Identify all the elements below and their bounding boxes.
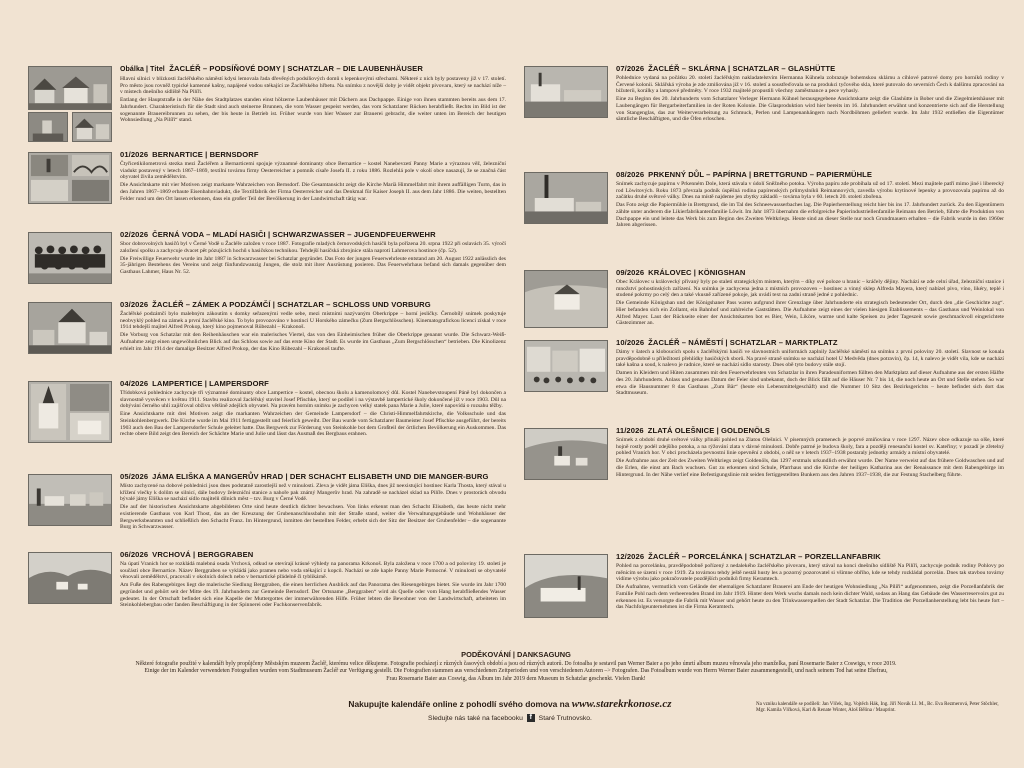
credits-title: PODĚKOVÁNÍ | DANKSAGUNG — [461, 650, 571, 659]
entry-title: ŽACLÉŘ – NÁMĚSTÍ | SCHATZLAR – MARKTPLATZ — [648, 338, 838, 347]
photo-lampertice — [28, 381, 112, 443]
photo-glass-works — [524, 66, 608, 118]
entry-number: 01/2026 — [120, 150, 149, 159]
entry-text-de: Das Foto zeigt die Papiermühle in Brettgrund, die im Tal des Schneewassserbaches lag. Die Papierherstellung reicht hier bis ins 17. Jahrhundert zurück. Zu den Eigentümern zählte unter anderem die Likierfabrikantenfamilie Löwit. Im Jahr 1873 übernahm die erfolgreiche Papierindustriellenfamilie Reimann den Betrieb, führte die Produktion von Dachpappe ein und leitete das Werk bis zum Beginn des Zweiten Weltkriegs. Heute sind an dieser Stelle nur noch Grundmauern erhalten – die Fabrik wurde in den 1960er Jahren abgerissen. — [616, 202, 1004, 229]
entry-text-de: Damen in Kleidern und Hüten zusammen mit den Feuerwehrleuten von Schatzlar in ihren Paradeuniformen füllten den Marktplatz auf dieser Aufnahme aus der ersten Hälfte des 20. Jahrhunderts. Anlass und genaues Datum der Feier sind unbekannt, doch der Blick fällt auf die Häuser Nr. 7 bis 14, die noch heute an Ort und Stelle stehen. So war etwa die Hausnummer 8 das Gasthaus „Zum Bär“ (heute ein Lebensmittelgeschäft) und die Nummer 10 Sitz des Bezirksgerichts – heute befindet sich dort das Stadtmuseum. — [616, 370, 1004, 397]
entry-text-de: Die Freiwillige Feuerwehr wurde im Jahr 1887 in Schwarzwasser bei Schatzlar gegründet. Das Foto der jungen Feuerwehrleute entstand am 20. August 1922 anlässlich des 35-jährigen Bestehens des Vereins und zeigt fünfundzwanzig Jungen, die stolz mit ihrer Ausrüstung posieren. Das Feuerwehrhaus befand sich damals gegenüber dem Gasthaus Lahmer, Haus Nr. 52. — [120, 255, 506, 275]
entry-title: ČERNÁ VODA – MLADÍ HASIČI | SCHWARZWASSER – JUGENDFEUERWEHR — [152, 230, 436, 239]
entry-text-cz: Žacléřské podzámčí bylo malebným zákoutím s domky seřazenými vedle sebe, mezi místními nazývaným Oberkrippe – horní jesličky. Černobílý snímek poskytuje neobvyklý pohled na zámek a první žacléřské kino. To bylo provozováno v hostinci U Horského zámečku (Zum Bergschlösschen). Kinematografickou licenci získal v roce 1914 tehdejší majitel Alfred Prokop, který kino pojmenoval Rübezahl – Krakonoš. — [120, 311, 506, 331]
entry-04 — [28, 379, 506, 471]
entry-text-de: Entlang der Hauptstraße in der Nähe des Stadtplatzes standen einst hölzerne Laubenhäuser mit Dächern aus Dachpappe. Einige von ihnen stammten bereits aus dem 17. Jahrhundert. Charakteristisch für die Stadt sind auch steinerne Brunnen, die vom Wasser gespeist werden, das vom Schatzlarer Rücken herabfließt. Rechts im Bild ist der sogenannte Brauereibrunnen zu sehen, der bis heute in Betrieb ist. Früher wurde von hier Wasser zur Brauerei gebracht, die weiter unten im Bereich der heutigen Wohnsiedlung „Na Pilíři“ stand. — [120, 97, 506, 124]
entry-text-cz: Třídobková pohlednice zachycuje tři významné dominanty obce Lampertice – kostel, obecnou školu a kamenolomový důl. Kostel Nanebevstoupení Páně byl dokončen a slavnostně vysvěcen v květnu 1911. Stavbu realizoval žacléřský stavitel Josef Pfischke, který se podílel i na výstavbě lampertické školy dokončené již v roce 1903. Důl na dobývání černého uhlí zajišťoval obživu většině zdejších obyvatel. Na pravém horním snímku je zachycen velký statek pana Marie a Julie, které napovídá o rozsahu těžby. — [120, 390, 506, 410]
entry-title: LAMPERTICE | LAMPERSDORF — [152, 379, 269, 388]
entry-text-cz: Hlavní silnici v blízkosti žacléřského náměstí kdysi lemovala řada dřevěných podsíňových domů s lepenkovými střechami. Některé z nich byly postaveny již v 17. století. Pro město jsou rovněž typické kamenné kašny, napájené vodou stékající ze Žacléřského hřbetu. Na snímku z novější doby je vidět objekt pivovaru, který se nachází níže – v místech dnešního sídliště Na Pilíři. — [120, 76, 506, 96]
entry-text-de: Die auf der historischen Ansichtskarte abgebildeten Orte sind heute deutlich dichter bewachsen. Von links erkennt man den Schacht Elisabeth, das heute nicht mehr existierende Gasthaus von Karl Thost, das an der Kreuzung der Grubenanschlussbahn mit der Straße stand, weiter die Verwaltungsgebäude und Wohnhäuser der Bergwerksbeamten und schließlich den Schacht Franz. Im Hintergrund, inmitten der bestellten Felder, erhebt sich der Sitz der Besitzer der Grubenfelder – die sogenannte Burg in Schwarzwasser. — [120, 504, 506, 531]
shop-url-link[interactable]: www.starekrkonose.cz — [571, 698, 672, 710]
entry-text-cz: Pohlednice vydaná na počátku 20. století žacléřským nakladatelstvím Hermanna Kühnela zobrazuje bohemskou sklárnu a cihlové patrové domy pro horníků rodiny v Červené kolonii. Sklářská výroba je zde zmiňována již v 16. století a soustřeďovala se na produkci tyčového skla, které putovalo do severních Čech k dalšímu zpracování na bižuterii, korálky a lampové předměty. V roce 1932 majitelé propustili všechny zaměstnance a pece vyhasly. — [616, 75, 1004, 95]
photo-laubenhaeuser — [28, 66, 112, 110]
entry-title: ŽACLÉŘ – PORCELÁNKA | SCHATZLAR – PORZELLANFABRIK — [648, 552, 881, 561]
photo-town-street — [72, 112, 112, 142]
entry-text-cz: Snímek z období druhé světové války přináší pohled na Zlatou Olešnici. V písemných pramenech je poprvé zmiňována v roce 1297. Název obce odkazuje na olše, které hojně rostly podél zdejšího potoka, a na rýžování zlata v dávné minulosti. Dobře patrné je budova školy, fara a později renesanční kostel sv. Kateřiny; v pozadí je zřetelný pohled Vraních hor. V obci procházela pevnostní linie opevnění z období, o něž se v letech 1937–1938 postaraly jednotky armády a místní obyvatelé. — [616, 437, 1004, 457]
entry-number: 12/2026 — [616, 552, 645, 561]
photo-bernartice — [28, 152, 112, 204]
entry-text-de: Eine Ansichtskarte mit drei Motiven zeigt die markanten Wahrzeichen der Gemeinde Lampersdorf – die Christi-Himmelfahrtskirche, die Volksschule und das Steinkohlenbergwerk. Die Kirche wurde im Mai 1911 fertiggestellt und feierlich geweiht. Der Bau wurde vom Schatzlarer Baumeister Josef Pfischke ausgeführt, der bereits 1903 auch den Bau der Lampersdorfer Schule geleitet hatte. Das Bergwerk zur Förderung von Steinkohle bot dem Großteil der örtlichen Bevölkerung ein Auskommen. Das rechte obere Bild zeigt den Bereich der Schächte Marie und Julie und lässt das Ausmaß des Bergbaus erahnen. — [120, 411, 506, 438]
entry-cover — [28, 64, 506, 148]
entry-number: 02/2026 — [120, 230, 149, 239]
legend-label: Obálka | Titel — [120, 66, 165, 73]
entry-title: ŽACLÉŘ – SKLÁRNA | SCHATZLAR – GLASHÜTTE — [648, 64, 836, 73]
authors-credit: Na vzniku kalendáře se podíleli: Jan Vlček, Ing. Vojtěch Hák, Ing. Jiří Novák Ll. M., Bc. Eva Rezmerová, Peter Stöchler, Mgr. Kamila Vlčková, Karl & Renate Winter, Aloš Bělina / Mauprint. — [756, 702, 999, 713]
entry-text-de: Die Aufnahme, vermutlich vom Gelände der ehemaligen Schatzlarer Brauerei am Ende der heutigen Wohnsiedlung „Na Pilíři“ aufgenommen, zeigt die Porzellanfabrik der Familie Pohl nach dem verheerenden Brand im Jahr 1919. Hinter dem Werk wuchs damals noch kein dichter Wald, sodass an Hang das Gebäude des Wasserreservoirs gut zu erkennen ist. Es versorgte die Fabrik mit Wasser und gehört heute zu den Trinkwasserquellen der Stadt Schatzlar. Die Tradition der Porzellanherstellung lebt bis heute fort – das Nachfolgeunternehmen ist die Firma Keramtech. — [616, 584, 1004, 611]
entry-10 — [524, 338, 1004, 420]
shop-section — [300, 698, 720, 722]
entry-title: PRKENNÝ DŮL – PAPÍRNA | BRETTGRUND – PAPIERMÜHLE — [648, 170, 873, 179]
entry-number: 07/2026 — [616, 64, 645, 73]
shop-text: Nakupujte kalendáře online z pohodlí svého domova na — [348, 699, 570, 709]
entry-number: 08/2026 — [616, 170, 645, 179]
photo-firefighters — [28, 232, 112, 284]
entry-number: 06/2026 — [120, 550, 149, 559]
entry-text-de: Die Aufnahme aus der Zeit des Zweiten Weltkriegs zeigt Goldenöls, das 1297 erstmals urkundlich erwähnt wurde. Der Name verweist auf das frühere Goldwaschen und auf die Erlen, die einst am Bach wuchsen. Gut zu erkennen sind Schule, Pfarrhaus und die Kirche der heiligen Katharina aus der Renaissance mit dem Rabengebirge im Hintergrund. In der Nähe verlief eine Befestigungslinie mit seiden fertiggestellten Bunkern aus den Jahren 1937–1938, die zur Festung Stachelberg führte. — [616, 458, 1004, 478]
entry-text-cz: Snímek zachycuje papírnu v Prkenném Dole, která stávala v údolí Sněžného potoka. Výroba papíru zde probíhala už od 17. století. Mezi majitele patří mimo jiné i liberecký rod Löwitových. Roku 1873 převzala podnik úspěšná rodina papírenských průmyslníků Reimannových, zavedla výrobu krytinové lepenky a provozovala papírnu až do začátku druhé světové války. Dnes na místě najdeme jen zbytky základů – továrna byla v 60. letech 20. století zbořena. — [616, 181, 1004, 201]
entry-text-cz: Místo zachycené na dobové pohlednici jsou dnes podstatně zarostlejší než v minulosti. Zleva je vidět jáma Eliška, dnes již neexistující hostinec Karla Thosta, který stával u křížení vlečky k dolům se silnicí, dále budovy železniční stanice a nahoře pak známý Mangerův hrad. Na zahradě se nacházel sklad na Pilíře. Dnes v prostorách obvodu bývalé jámy Eliška se nachází sídlo majitelů dílních měst – tzv. Burg v Černé Vodě. — [120, 483, 506, 503]
entry-text-de: Am Fuße des Rabengebirges liegt die malerische Siedlung Berggraben, die einen herrlichen Ausblick auf das Panorama des Riesengebirges bietet. Sie wurde im Jahr 1700 gegründet und gehört seit der Mitte des 19. Jahrhunderts zur Gemeinde Bernsdorf. Der Ortsname „Berggraben“ wird als Quelle oder vom Hang herabfließendes Wasser gedeutet. In der Ortschaft befindet sich eine Kapelle der Muttergottes der immerwährenden Hilfe. Früher lebten die Bewohner von der Landwirtschaft, arbeiteten im Steinkohlebergbau oder fanden Beschäftigung in der Spinnerei oder Fuchkonservenfabrik. — [120, 582, 506, 609]
shop-line — [300, 698, 720, 710]
entry-number: 09/2026 — [616, 268, 645, 277]
entry-title: ZLATÁ OLEŠNICE | GOLDENÖLS — [647, 426, 771, 435]
entry-number: 11/2026 — [616, 426, 644, 435]
photo-paper-mill — [524, 172, 608, 224]
entry-text-cz: Pohled na porcelánku, pravděpodobně pořízený z nedalekého žacléřského pivovaru, který stával na konci dnešního sídliště Na Pilíři, zachycuje podnik rodiny Pohlovy po měnícím se území v roce 1919. Za továrnou tehdy ještě nestál husty les a pozorný pozorovatel si všimne obřího, kde se tehdy rozkládal porcelán. Dnes tak stavbou továrny vidíme výrobu jako pokračovatele pozdějších podniků firmy Keramtech. — [616, 563, 1004, 583]
entry-text-de: Die Gemeinde Königshan und der Königshaner Pass waren aufgrund ihrer Grenzlage über Jahrhunderte ein strategisch bedeutender Ort, durch den „die Geschichte zog“. Hier befanden sich ein Zollamt, ein Bahnhof und zahlreiche Gaststätten. Die Aufnahme zeigt eines der vielen hiesigen Etablissements – das Gasthaus und Weinlokal von Alfred Mayer. Laut der Rückseite einer der Ansichtskarten bot es Bier, Wein, Liköre, warme und kalte Speisen zu jeder Tageszeit sowie geschmackvoll eingerichtete Gästezimmer an. — [616, 300, 1004, 327]
entry-title: KRÁLOVEC | KÖNIGSHAN — [648, 268, 746, 277]
entry-02 — [28, 230, 506, 308]
entry-number: 05/2026 — [120, 472, 149, 481]
entry-text-de: Die Vorburg von Schatzlar mit den Reihenhäuschen war ein malerisches Viertel, das von den Einheimischen früher die Oberkrippe genannt wurde. Die Schwarz-Weiß-Aufnahme zeigt einen ungewöhnlichen Blick auf das Schloss sowie auf das erste Kino der Stadt. Es wurde im Gasthaus „Zum Bergschlösschen“ betrieben. Die Kinolizenz erhielt im Jahr 1914 der damalige Besitzer Alfred Prokop, der das Kino Rübezahl – Krakonoš taufte. — [120, 332, 506, 352]
entry-05 — [28, 472, 506, 552]
entry-03 — [28, 300, 506, 384]
facebook-text: Sledujte nás také na facebooku — [428, 714, 523, 722]
entry-text-de: Eine zu Beginn des 20. Jahrhunderts vom Schatzlarer Verleger Hermann Kühnel herausgegebene Ansichtskarte zeigt die Glashütte in Bober und die Ziegelmietshäuser mit Laubengängen für Bergarbeiterfamilien in der Roten Kolonie. Die Glasproduktion wird hier bereits im 16. Jahrhundert erwähnt und konzentrierte sich auf die Herstellung von Stangenglas, das zur Weiterverarbeitung zu Schmuck, Perlen und Lampenanhängern nach Nordböhmen geliefert wurde. Im Jahr 1932 entließen die Eigentümer sämtliche Beschäftigten, und die Öfen erloschen. — [616, 96, 1004, 123]
credits-text-de-2: Frau Rosemarie Baier aus Coswig, das Album im Jahr 2019 dem Museum in Schatzlar geschenkt. Vielen Dank! — [386, 675, 646, 682]
entry-title: BERNARTICE | BERNSDORF — [152, 150, 259, 159]
photo-porcelain-factory — [524, 554, 608, 618]
credits-section — [28, 650, 1004, 683]
entry-number: 04/2026 — [120, 379, 149, 388]
entry-number: 03/2026 — [120, 300, 149, 309]
entry-text-de: Die Ansichtskarte mit vier Motiven zeigt markante Wahrzeichen von Bernsdorf. Die Gesamtansicht zeigt die Kirche Mariä Himmelfahrt mit ihrem auffälligen Turm, das in den Jahren 1867–1869 erbaute Eisenbahnviadukt, die Textilfabrik der Firma Oesterreicher und das Denkmal für Kaiser Joseph II. aus dem Jahr 1886. Die weiten, bestellten Felder rund um den Ort lassen erkennen, dass ein großer Teil der Bevölkerung in der Landwirtschaft tätig war. — [120, 182, 506, 202]
photo-vrchova — [28, 552, 112, 604]
photo-kralovec — [524, 270, 608, 328]
entry-text-cz: Čtyřicetikilometrová stezka mezi Žacléřem a Bernarticemi spojuje významné dominanty obce Bernartice – kostel Nanebevzetí Panny Marie a výraznou věž, železniční viadukt postavený v letech 1867–1869, textilní továrnu firmy Oesterreicher a pomník císaře Josefa II. z roku 1886. Rozlehlá pole v okolí obce nasazují, že se značná část obyvatel živila zemědělstvím. — [120, 161, 506, 181]
photo-brunnen — [28, 112, 68, 142]
entry-07 — [524, 64, 1004, 160]
credits-text-de-1: Einige der im Kalender verwendeten Fotografien wurden vom Stadtmuseum Žacléř zur Verfügung gestellt. Die Fotografien stammen aus verschiedenen Zeitperioden und von verschiedenen Autoren –> Fotografen. Das Fotoalbum wurde von Herrn Werner Baier zusammengestellt, und nach seinem Tod hat seine Ehefrau, — [144, 668, 888, 675]
entry-text-cz: Sbor dobrovolných hasičů byl v Černé Vodě u Žacléře založen v roce 1887. Fotografie mladých černovodských hasičů byla pořízena 20. srpna 1922 při oslavách 35. výročí založení spolku a zachycuje dvacet pět pózujících hochů s hasičskou technikou. Tehdejší hasičská zbrojnice stála naproti Lahmerova hostince (čp. 52). — [120, 241, 506, 254]
entry-11 — [524, 426, 1004, 526]
credits-text-cz: Některé fotografie použité v kalendáři byly propůjčeny Městským muzeem Žacléř, kterému velice děkujeme. Fotografie pocházejí z různých časových období a jsou od různých autorů. Do fotoalba je sestavil pan Werner Baier a po jeho úmrtí album muzeu věnovala jeho manželka, paní Rosemarie Baier z Coswigu, v roce 2019. — [135, 661, 897, 667]
facebook-line — [300, 714, 720, 722]
entry-08 — [524, 170, 1004, 266]
entry-06 — [28, 550, 506, 630]
entry-text-cz: Obec Královec u královecký přívaný byly po staletí strategickým místem, kterým – díky své poloze u hranic – kráčely dějiny. Nachází se zde celní úřad, železniční stanice i množství pohostinských zařízení. Na snímku je zachycena jedna z místních provozoven – hostinec a vinný sklep Alfreda Mayera, který nabízel pivo, víno, likéry, teplé i studené pokrmy po celý den a také vkusně zařízené pokoje, jak uvádí text na zadní straně jedné z pohlednic. — [616, 279, 1004, 299]
facebook-icon[interactable]: f — [527, 714, 535, 722]
facebook-page-name[interactable]: Staré Trutnovsko. — [538, 714, 592, 722]
photo-elisabeth-shaft — [28, 474, 112, 526]
entry-12 — [524, 552, 1004, 652]
entry-text-cz: Dámy v šatech a kloboucích spolu s žacléřskými hasiči ve slavnostních uniformách zaplnily žacléřské náměstí na snímku z první poloviny 20. století. Slavnost se konala pravděpodobně u příležitosti přehlídky hasičských sborů. Na pravé straně snímku se nachází hotel U Medvěda (dnes potravin), čp. 14, k nalevo je vidět vila, kde se nachází také kašna a soud, k nalevo je radnice, které se nachází sídlo starosty. Dnes obě tyto budovy stále stojí. — [616, 349, 1004, 369]
entry-title: ŽACLÉŘ – PODSÍŇOVÉ DOMY | SCHATZLAR – DIE LAUBENHÄUSER — [169, 64, 423, 73]
entry-number: 10/2026 — [616, 338, 645, 347]
entry-title: VRCHOVÁ | BERGGRABEN — [152, 550, 254, 559]
entry-title: JÁMA ELIŠKA A MANGERŮV HRAD | DER SCHACHT ELISABETH UND DIE MANGER-BURG — [152, 472, 489, 481]
entry-01 — [28, 150, 506, 230]
photo-zlata-olesnice — [524, 428, 608, 480]
entry-title: ŽACLÉŘ – ZÁMEK A PODZÁMČÍ | SCHATZLAR – SCHLOSS UND VORBURG — [152, 300, 431, 309]
photo-market-square — [524, 340, 608, 392]
photo-castle — [28, 302, 112, 354]
entry-text-cz: Na úpatí Vraních hor se rozkládá malebná osada Vrchová, odkud se otevírají krásné výhledy na panorama Krkonoš. Byla založena v roce 1700 a od poloviny 19. století je součástí obce Bernartice. Název Berggraben se vykládá jako pramen nebo voda stékající z kopců. Nachází se zde kaple Panny Marie Pomocné. V minulosti se obyvatelé věnovali zemědělství, pracovali v okolních dolech nebo v bernartické přádelně či tyblikárně. — [120, 561, 506, 581]
